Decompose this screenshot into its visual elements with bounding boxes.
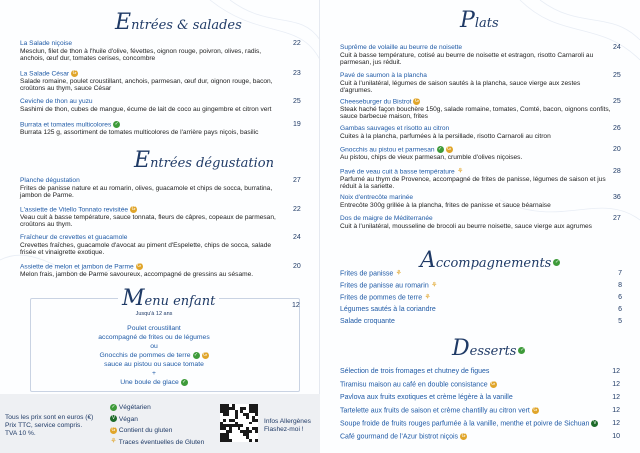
gluten-icon: G — [491, 381, 496, 387]
legend-vegan — [108, 414, 204, 426]
vegetarian-icon: ✓ — [111, 403, 116, 410]
menu-item-name: Frites de pommes de terre — [340, 294, 423, 302]
gluten-icon: G — [137, 263, 142, 269]
menu-item-price: 6 — [618, 294, 622, 301]
menu-item-name: Frites de panisse au romarin — [340, 282, 429, 290]
qr-module — [240, 424, 243, 427]
menu-item-name: Dos de maigre de Méditerranée — [340, 215, 433, 222]
menu-item-price: 22 — [293, 206, 301, 213]
gluten-icon: G — [131, 206, 136, 212]
vegan-icon: V — [111, 415, 116, 422]
menu-enfant-glace: Une boule de glace — [120, 379, 179, 386]
menu-item-price: 12 — [612, 394, 620, 401]
gluten-icon: G — [533, 407, 538, 413]
menu-item-name: Gnocchis au pistou et parmesan — [340, 146, 435, 154]
menu-item-price: 20 — [613, 146, 621, 153]
menu-item — [340, 407, 620, 414]
menu-item-price: 19 — [293, 121, 301, 128]
prices-note — [5, 414, 93, 438]
menu-item — [340, 146, 612, 161]
menu-item-name: Pavlova aux fruits exotiques et crème légère à la vanille — [340, 394, 513, 401]
menu-item-name: L'assiette de Vitello Tonnato revisitée — [20, 206, 129, 214]
qr-module — [229, 439, 232, 442]
menu-enfant-line-2: accompagné de frites ou de légumes — [98, 334, 210, 341]
legend-vegetarian-label: Végétarien — [118, 404, 151, 411]
menu-enfant-line-7 — [20, 378, 288, 387]
menu-item-name: Tiramisu maison au café en double consistance — [340, 381, 488, 389]
menu-enfant-age: Jusqu'à 12 ans — [135, 311, 173, 317]
menu-item — [340, 72, 612, 95]
gluten-icon: G — [461, 433, 466, 439]
menu-item-description: Cuit à l'unilatéral, légumes de saison sautés à la plancha, sauce vierge aux zestes d'agrumes. — [340, 79, 581, 95]
menu-item — [20, 234, 285, 257]
qr-module — [246, 416, 249, 419]
legend — [108, 402, 204, 448]
legend-traces-label: Traces éventuelles de Gluten — [118, 438, 205, 446]
menu-item-name: Ceviche de thon au yuzu — [20, 98, 93, 105]
qr-module — [255, 413, 258, 416]
menu-item-name: La Salade César — [20, 70, 70, 78]
menu-item — [340, 394, 620, 401]
legend-gluten — [108, 425, 204, 437]
menu-item-description: Melon frais, jambon de Parme savoureux, accompagné de gressins au sésame. — [20, 270, 254, 278]
menu-item — [340, 168, 612, 191]
menu-item-description: Entrecôte 300g grillée à la plancha, frites de panisse et sauce béarnaise — [340, 201, 551, 209]
qr-module — [249, 430, 252, 433]
menu-item-price: 10 — [612, 433, 620, 440]
menu-item-name: Assiette de melon et jambon de Parme — [20, 263, 134, 271]
qr-caption-line-2: Flashez-moi ! — [264, 426, 304, 433]
menu-item-price: 24 — [293, 234, 301, 241]
menu-item-description: Parfumé au thym de Provence, accompagné de frites de panisse, légumes de saison et jus réduit à la sariette. — [340, 175, 606, 191]
menu-item-name: Pavé de saumon à la plancha — [340, 72, 427, 79]
gluten-icon: G — [415, 98, 419, 104]
menu-item-name: Planche dégustation — [20, 177, 80, 184]
gluten-icon: G — [72, 70, 77, 76]
gluten-icon: G — [203, 351, 207, 358]
menu-item-price: 27 — [293, 177, 301, 184]
menu-item — [340, 282, 622, 289]
menu-item-description: Cuit à l'unilatéral, mousseline de brocoli au beurre noisette, sauce vierge aux agrumes — [340, 222, 592, 230]
gluten-icon: G — [447, 146, 452, 152]
menu-item-name: Gambas sauvages et risotto au citron — [340, 125, 450, 132]
menu-item-price: 6 — [618, 306, 622, 313]
qr-module — [249, 422, 252, 425]
gluten-icon: G — [111, 426, 116, 433]
menu-item — [340, 125, 612, 140]
menu-item-price: 25 — [613, 98, 621, 105]
section-title-plats: Plats — [460, 8, 499, 33]
prices-note-line-1: Tous les prix sont en euros (€) — [5, 414, 94, 421]
menu-item-name: Cheeseburger du Bistrot — [340, 98, 412, 106]
menu-item-description: Steak haché façon bouchère 150g, salade romaine, tomates, Comté, bacon, oignons confits, sauce barbecue maison, frites — [340, 105, 611, 121]
menu-item-price: 28 — [613, 168, 621, 175]
menu-enfant-line-3: ou — [150, 343, 158, 350]
wheat-icon: ⚘ — [457, 168, 464, 175]
menu-item-name: Suprême de volaille au beurre de noisette — [340, 44, 463, 51]
menu-item — [340, 306, 622, 313]
menu-item-name: Pavé de veau cuit à basse température — [340, 168, 455, 176]
vegetarian-icon: ✓ — [519, 347, 525, 353]
menu-item-name: Légumes sautés à la coriandre — [340, 306, 436, 313]
menu-item-description: Cuites à la plancha, parfumées à la persillade, risotto Carnaroli au citron — [340, 132, 551, 140]
menu-item — [340, 194, 612, 209]
qr-module — [226, 413, 229, 416]
menu-item-description: Veau cuit à basse température, sauce tonnata, fleurs de câpres, copeaux de parmesan, croûtons au thym. — [20, 213, 276, 229]
menu-item-name: Burrata et tomates multicolores — [20, 121, 112, 129]
menu-item-price: 36 — [613, 194, 621, 201]
menu-item-price: 12 — [612, 368, 620, 375]
menu-item-price: 25 — [293, 98, 301, 105]
menu-item-price: 7 — [618, 270, 622, 277]
menu-item-description: Sashimi de thon, cubes de mangue, écume de lait de coco au gingembre et citron vert — [20, 105, 272, 113]
legend-gluten-label: Contient du gluten — [118, 427, 173, 434]
menu-item-name: Sélection de trois fromages et chutney de figues — [340, 368, 490, 375]
menu-item-name: La Salade niçoise — [20, 40, 73, 47]
menu-item — [340, 381, 620, 388]
qr-caption-line-1: Infos Allergènes — [264, 418, 311, 425]
menu-item-name: Noix d'entrecôte marinée — [340, 194, 414, 201]
menu-item — [340, 270, 622, 277]
menu-enfant-price: 12 — [292, 302, 300, 309]
qr-module — [229, 430, 232, 433]
menu-enfant-line-6: + — [152, 370, 156, 377]
wheat-icon: ⚘ — [431, 282, 438, 289]
menu-item — [340, 433, 620, 440]
qr-module — [255, 430, 258, 433]
menu-item — [20, 263, 285, 278]
menu-item-description: Frites de panisse nature et au romarin, olives, guacamole et chips de socca, burratina, jambon de Parme. — [20, 184, 273, 200]
page-divider — [319, 0, 320, 453]
menu-item-name: Tartelette aux fruits de saison et crème chantilly au citron vert — [340, 407, 530, 415]
menu-item-description: Mesclun, filet de thon à l'huile d'olive, févettes, oignon rouge, poivron, olives, radis, anchois, œuf dur, tomates cerises, concombre — [20, 47, 262, 63]
menu-item — [340, 215, 612, 230]
wheat-icon: ⚘ — [110, 438, 117, 446]
menu-item-description: Cuit à basse température, cotisé au beurre de noisette et estragon, risotto Carnaroli au parmesan, jus réduit. — [340, 51, 594, 67]
section-title-desserts: Desserts ✓ — [452, 336, 525, 361]
menu-item-price: 8 — [618, 282, 622, 289]
menu-item-price: 12 — [612, 381, 620, 388]
section-title-entrees-salades: Entrées & salades — [115, 10, 242, 35]
menu-item — [20, 177, 285, 200]
legend-vegetarian — [108, 402, 204, 414]
menu-item — [340, 44, 612, 67]
menu-item — [340, 98, 612, 121]
menu-item-price: 5 — [618, 318, 622, 325]
menu-item — [340, 318, 622, 325]
menu-item-description: Crevettes fraîches, guacamole d'avocat au piment d'Espelette, chips de socca, salade frisée et vinaigrette exotique. — [20, 241, 272, 257]
menu-item — [20, 206, 285, 229]
menu-item — [20, 121, 285, 136]
vegetarian-icon: ✓ — [182, 378, 187, 385]
menu-item — [20, 70, 285, 93]
menu-item-price: 26 — [613, 125, 621, 132]
menu-item-price: 12 — [612, 407, 620, 414]
menu-item-name: Café gourmand de l'Azur bistrot niçois — [340, 433, 459, 441]
wheat-icon: ⚘ — [424, 294, 431, 301]
menu-enfant-gnocchis: Gnocchis de pommes de terre — [99, 352, 191, 359]
menu-item — [340, 368, 620, 375]
qr-code[interactable] — [220, 404, 258, 442]
menu-item-name: Salade croquante — [340, 318, 395, 325]
menu-item-price: 24 — [613, 44, 621, 51]
qr-module — [255, 419, 258, 422]
section-title-entrees-degustation: Entrées dégustation — [134, 148, 275, 173]
legend-traces — [108, 437, 204, 449]
menu-item-price: 20 — [293, 263, 301, 270]
qr-module — [223, 419, 226, 422]
menu-item-price: 12 — [612, 420, 620, 427]
qr-module — [235, 416, 238, 419]
vegetarian-icon: ✓ — [193, 351, 199, 358]
menu-item-name: Soupe froide de fruits rouges parfumée à la vanille, menthe et poivre de Sichuan — [340, 420, 590, 428]
wheat-icon: ⚘ — [395, 270, 402, 277]
menu-item-description: Au pistou, chips de vieux parmesan, crumble d'olives niçoises. — [340, 153, 523, 161]
section-title-accompagnements: Accompagnements ✓ — [420, 248, 559, 273]
qr-module — [243, 407, 246, 410]
qr-caption — [264, 418, 311, 434]
menu-item-name: Fraîcheur de crevettes et guacamole — [20, 234, 128, 241]
prices-note-line-3: TVA 10 %. — [5, 430, 36, 437]
menu-enfant-line-4 — [20, 351, 288, 360]
menu-enfant-line-5: sauce au pistou ou sauce tomate — [104, 361, 204, 368]
prices-note-line-2: Prix TTC, service compris. — [5, 422, 83, 429]
vegetarian-icon: ✓ — [437, 146, 443, 152]
menu-item-price: 23 — [293, 70, 301, 77]
legend-vegan-label: Végan — [118, 415, 138, 423]
menu-item-name: Frites de panisse — [340, 270, 394, 278]
vegan-icon: V — [593, 420, 597, 426]
vegetarian-icon: ✓ — [114, 121, 119, 127]
section-title-menu-enfant: Menu enfant — [118, 286, 219, 311]
vegetarian-icon: ✓ — [554, 259, 559, 265]
menu-item — [340, 294, 622, 301]
qr-module — [249, 439, 252, 442]
menu-item — [340, 420, 620, 427]
menu-item-price: 22 — [293, 40, 301, 47]
menu-item — [20, 98, 285, 113]
menu-item-price: 27 — [613, 215, 621, 222]
menu-item-price: 25 — [613, 72, 621, 79]
menu-enfant-line-1: Poulet croustillant — [127, 325, 181, 332]
menu-item-description: Salade romaine, poulet croustillant, anchois, parmesan, œuf dur, oignon rouge, bacon, croûtons au thym, sauce César — [20, 77, 273, 93]
menu-item — [20, 40, 285, 63]
qr-module — [255, 439, 258, 442]
menu-item-description: Burrata 125 g, assortiment de tomates multicolores de l'arrière pays niçois, basilic — [20, 128, 259, 136]
